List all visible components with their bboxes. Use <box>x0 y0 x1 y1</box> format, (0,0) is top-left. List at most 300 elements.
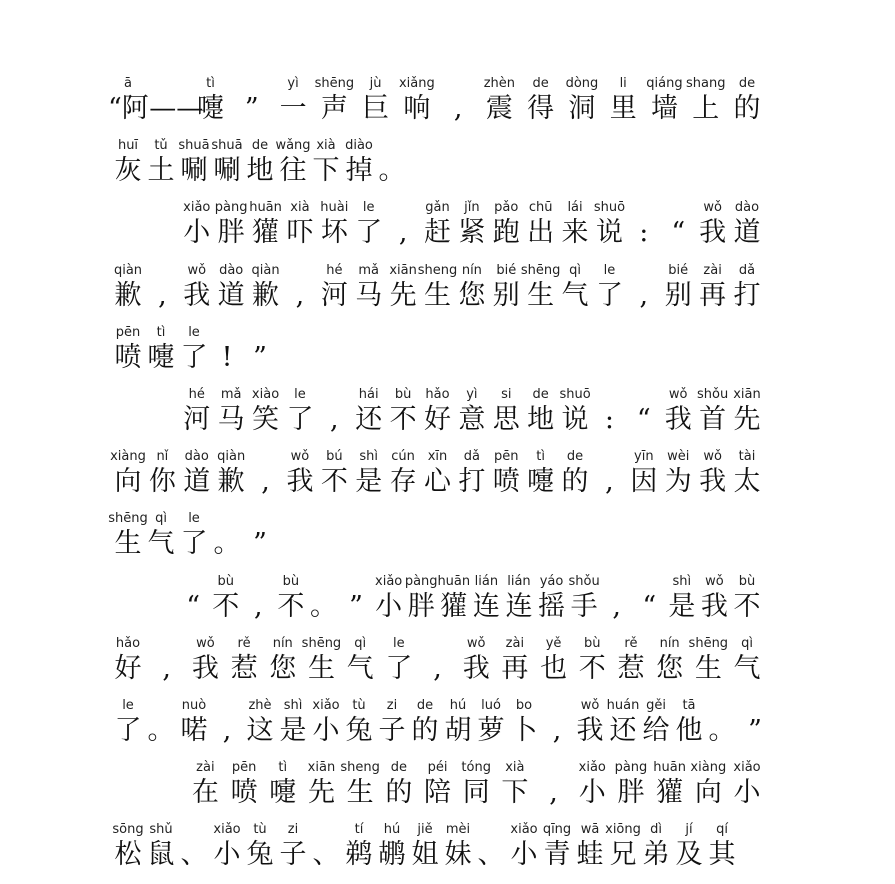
pinyin: qīng <box>542 822 572 838</box>
pinyin: tǔ <box>154 138 168 154</box>
hanzi: 青 <box>543 839 571 871</box>
hanzi: 獾 <box>656 777 684 809</box>
pinyin: bié <box>668 262 689 278</box>
character-unit <box>224 636 264 698</box>
pinyin: jǐn <box>464 200 480 216</box>
punctuation-mark <box>149 76 204 138</box>
pinyin: xià <box>505 760 525 776</box>
hanzi: 生 <box>527 279 555 311</box>
character-unit <box>611 636 651 698</box>
pinyin: diào <box>345 138 373 154</box>
pinyin: qiáng <box>646 76 683 91</box>
hanzi: 心 <box>424 466 451 498</box>
pinyin: hái <box>358 387 379 402</box>
hanzi: 。 <box>708 715 736 746</box>
hanzi: 往 <box>279 155 307 187</box>
character-unit <box>572 636 612 698</box>
hanzi: 连 <box>472 590 500 622</box>
pinyin: qì <box>569 262 581 278</box>
character-unit <box>727 574 767 636</box>
character-unit <box>686 76 726 138</box>
hanzi: , <box>605 466 614 498</box>
pinyin: xiǎo <box>510 822 538 838</box>
hanzi: 连 <box>505 590 533 622</box>
pinyin: nǐ <box>156 449 169 465</box>
pinyin: zi <box>287 822 299 838</box>
character-unit <box>263 636 303 698</box>
pinyin: pēn <box>231 760 257 776</box>
pinyin: wèi <box>667 449 690 465</box>
hanzi: 我 <box>699 466 727 498</box>
hanzi: 卜 <box>510 715 538 746</box>
pinyin: huán <box>606 698 640 713</box>
hanzi: 您 <box>656 652 684 684</box>
character-unit <box>534 636 574 698</box>
hanzi: 了 <box>286 404 314 435</box>
pinyin: xiān <box>389 262 417 278</box>
hanzi: 的 <box>733 93 761 124</box>
hanzi: 陪 <box>424 777 451 809</box>
pinyin: hú <box>383 822 401 838</box>
pinyin: le <box>188 511 200 527</box>
hanzi: 里 <box>609 93 637 124</box>
hanzi: 、 <box>180 839 208 871</box>
character-unit <box>603 76 643 138</box>
hanzi: 气 <box>561 279 589 311</box>
text-line <box>0 138 895 200</box>
hanzi: 小 <box>578 777 606 809</box>
hanzi: 向 <box>114 466 142 498</box>
hanzi: 了 <box>180 528 208 560</box>
pinyin: qiàn <box>217 449 246 465</box>
hanzi: 、 <box>312 839 340 871</box>
character-unit <box>495 636 535 698</box>
hanzi: 及 <box>675 839 703 871</box>
hanzi: 、 <box>477 839 505 871</box>
pinyin: sōng <box>112 822 144 838</box>
hanzi: “ <box>671 217 686 249</box>
pinyin: zi <box>386 698 398 713</box>
hanzi: 道 <box>217 279 245 311</box>
pinyin: xiōng <box>605 822 641 838</box>
hanzi: 獾 <box>252 217 280 249</box>
pinyin: cún <box>391 449 415 465</box>
hanzi: 气 <box>346 652 374 684</box>
pinyin: sheng <box>417 262 458 278</box>
hanzi: 思 <box>492 404 520 435</box>
hanzi: ” <box>244 93 259 124</box>
pinyin: nín <box>272 635 293 651</box>
pinyin: tí <box>354 822 364 838</box>
character-unit <box>572 760 612 822</box>
pinyin: wǒ <box>187 262 207 278</box>
pinyin: tì <box>156 324 166 340</box>
pinyin: shang <box>685 76 726 91</box>
hanzi: 声 <box>320 93 348 124</box>
hanzi: “ <box>642 590 657 622</box>
pinyin: zhèn <box>483 76 516 91</box>
hanzi: 在 <box>191 777 219 809</box>
pinyin: bù <box>282 573 300 589</box>
hanzi: 。 <box>378 155 406 187</box>
hanzi: 您 <box>269 652 297 684</box>
pinyin: huān <box>653 760 686 776</box>
hanzi: 嚏 <box>527 466 555 498</box>
pinyin: xiān <box>733 387 761 402</box>
pinyin: de <box>738 76 756 91</box>
hanzi: , <box>549 777 558 809</box>
pinyin: lái <box>567 200 583 216</box>
pinyin: huān <box>249 200 282 216</box>
pinyin: shēng <box>301 635 342 651</box>
pinyin: qiàn <box>113 262 143 278</box>
pinyin: qì <box>354 635 367 651</box>
hanzi: 坏 <box>320 217 348 249</box>
pinyin: mǎ <box>358 262 380 278</box>
pinyin: pǎo <box>494 200 519 216</box>
hanzi: 是 <box>279 715 307 746</box>
hanzi: 您 <box>458 279 486 311</box>
hanzi: 是 <box>668 590 696 622</box>
hanzi: 震 <box>485 93 513 124</box>
hanzi: , <box>453 93 463 124</box>
text-line <box>0 511 895 573</box>
character-unit <box>456 636 496 698</box>
hanzi: 。 <box>309 590 337 622</box>
pinyin: tóng <box>461 760 491 776</box>
pinyin: shuā <box>178 138 210 154</box>
pinyin: shì <box>283 698 303 713</box>
hanzi: 他 <box>675 715 703 746</box>
pinyin: li <box>619 76 627 91</box>
pinyin: jí <box>685 822 693 838</box>
hanzi: 地 <box>246 155 274 187</box>
pinyin: hǎo <box>425 387 450 402</box>
pinyin: le <box>362 200 375 216</box>
pinyin: zài <box>196 760 215 776</box>
pinyin: wǒ <box>668 387 688 402</box>
hanzi: 意 <box>458 404 486 435</box>
character-unit <box>479 76 519 138</box>
hanzi: 鹈 <box>345 839 373 871</box>
pinyin: nín <box>461 262 482 278</box>
pinyin: bié <box>496 262 517 278</box>
hanzi: 了 <box>385 652 413 684</box>
hanzi: 说 <box>595 217 623 249</box>
pinyin: qiàn <box>251 262 280 278</box>
hanzi: 好 <box>114 652 142 684</box>
hanzi: 先 <box>307 777 335 809</box>
hanzi: 说 <box>561 404 589 435</box>
hanzi: 同 <box>462 777 490 809</box>
pinyin: dǎ <box>463 449 480 465</box>
pinyin: lián <box>474 573 499 589</box>
hanzi: 也 <box>540 652 568 684</box>
hanzi: 道 <box>733 217 761 249</box>
hanzi: 我 <box>462 652 490 684</box>
pinyin: xiǎo <box>213 822 241 838</box>
punctuation-mark <box>147 636 187 698</box>
character-unit <box>727 636 767 698</box>
hanzi: 歉 <box>217 466 245 498</box>
pinyin: xīn <box>427 449 448 465</box>
pinyin: luó <box>481 698 501 713</box>
hanzi: 先 <box>733 404 761 435</box>
pinyin: shēng <box>108 511 148 527</box>
hanzi: 的 <box>561 466 589 498</box>
pinyin: de <box>532 76 549 91</box>
hanzi: 。 <box>147 715 175 746</box>
character-unit <box>562 76 602 138</box>
pinyin: shuā <box>211 138 243 154</box>
hanzi: 巨 <box>362 93 390 124</box>
hanzi: 手 <box>570 590 598 622</box>
hanzi: 子 <box>378 715 406 746</box>
text-line <box>0 263 895 325</box>
pinyin: xiàng <box>690 760 727 776</box>
indent-space <box>108 760 148 822</box>
hanzi: 嚏 <box>147 341 175 373</box>
hanzi: ” <box>253 341 267 373</box>
pinyin: bo <box>515 698 533 713</box>
pinyin: de <box>566 449 584 465</box>
pinyin: jù <box>369 76 382 91</box>
hanzi: 惹 <box>230 652 258 684</box>
punctuation-mark <box>372 138 412 200</box>
pinyin: de <box>390 760 407 776</box>
character-unit <box>379 760 419 822</box>
hanzi: 来 <box>561 217 589 249</box>
hanzi: ” <box>748 715 762 746</box>
pinyin: hǎo <box>115 635 141 651</box>
hanzi: 唰 <box>180 155 208 187</box>
hanzi: 我 <box>576 715 604 746</box>
hanzi: 太 <box>733 466 761 498</box>
pinyin: wǒ <box>703 449 722 465</box>
hanzi: 紧 <box>458 217 486 249</box>
hanzi: 土 <box>147 155 175 187</box>
hanzi: 獾 <box>440 590 468 622</box>
character-unit <box>727 449 767 511</box>
hanzi: 兔 <box>246 839 274 871</box>
pinyin: shuō <box>593 200 626 216</box>
hanzi: 再 <box>699 279 727 311</box>
hanzi: 还 <box>609 715 637 746</box>
hanzi: 别 <box>492 279 520 311</box>
hanzi: , <box>162 652 171 684</box>
hanzi: 小 <box>375 590 403 622</box>
pinyin: wǒ <box>580 698 600 713</box>
hanzi: 好 <box>424 404 451 435</box>
pinyin: xiǎng <box>398 76 435 91</box>
pinyin: wǎng <box>275 138 311 154</box>
hanzi: 其 <box>708 839 736 871</box>
pinyin: pēn <box>494 449 519 465</box>
pinyin: huī <box>117 138 139 154</box>
pinyin: huài <box>320 200 349 216</box>
hanzi: 是 <box>355 466 383 498</box>
pinyin: hé <box>326 262 343 278</box>
hanzi: 首 <box>699 404 727 435</box>
pinyin: bù <box>584 635 601 651</box>
hanzi: 我 <box>700 590 728 622</box>
character-unit <box>688 760 728 822</box>
hanzi: 嚏 <box>197 93 225 124</box>
hanzi: “阿 <box>108 93 149 124</box>
character-unit <box>301 636 341 698</box>
pinyin: wǒ <box>703 200 722 216</box>
hanzi: 小 <box>213 839 241 871</box>
pinyin: shǔ <box>149 822 173 838</box>
text-line <box>0 325 895 387</box>
hanzi: , <box>254 590 263 622</box>
character-unit <box>185 760 225 822</box>
pinyin: dào <box>184 449 209 465</box>
punctuation-mark <box>418 636 458 698</box>
character-unit <box>688 636 728 698</box>
hanzi: 不 <box>320 466 348 498</box>
hanzi: 喷 <box>492 466 520 498</box>
pinyin: xiǎo <box>375 573 403 589</box>
character-unit <box>273 76 313 138</box>
hanzi: 不 <box>389 404 417 435</box>
text-line <box>0 387 895 449</box>
pinyin: nuò <box>181 698 207 713</box>
pinyin: dào <box>734 200 760 216</box>
pinyin: tù <box>253 822 267 838</box>
hanzi: 子 <box>279 839 307 871</box>
text-line <box>0 200 895 262</box>
hanzi: 上 <box>692 93 720 124</box>
pinyin: shì <box>672 573 692 589</box>
indent-space <box>147 760 187 822</box>
hanzi: 小 <box>733 777 761 809</box>
pinyin: huān <box>437 573 471 589</box>
pinyin: tài <box>738 449 756 465</box>
hanzi: 不 <box>578 652 606 684</box>
hanzi: 了 <box>595 279 623 311</box>
pinyin: hé <box>188 387 205 402</box>
pinyin: bú <box>326 449 343 465</box>
pinyin: ā <box>124 76 132 91</box>
hanzi: 我 <box>191 652 219 684</box>
pinyin: yì <box>287 76 299 91</box>
hanzi: 打 <box>458 466 486 498</box>
pinyin: xiǎo <box>578 760 606 776</box>
punctuation-mark <box>240 511 280 573</box>
hanzi: 生 <box>694 652 722 684</box>
character-unit <box>263 760 303 822</box>
hanzi: 萝 <box>477 715 505 746</box>
character-unit <box>456 760 496 822</box>
punctuation-mark <box>232 76 272 138</box>
pinyin: le <box>122 698 134 713</box>
hanzi: : <box>604 404 614 435</box>
hanzi: 我 <box>286 466 314 498</box>
hanzi: 为 <box>664 466 692 498</box>
hanzi: 兔 <box>345 715 373 746</box>
pinyin: tì <box>206 76 215 91</box>
pinyin: de <box>416 698 434 713</box>
character-unit <box>495 760 535 822</box>
pinyin: dì <box>650 822 662 838</box>
hanzi: 道 <box>183 466 211 498</box>
hanzi: 唰 <box>213 155 241 187</box>
hanzi: 再 <box>501 652 529 684</box>
hanzi: 妹 <box>444 839 472 871</box>
pinyin: xiào <box>251 387 280 402</box>
pinyin: shēng <box>520 262 561 278</box>
hanzi: , <box>398 217 408 249</box>
hanzi: 胡 <box>444 715 472 746</box>
hanzi: 胖 <box>407 590 435 622</box>
hanzi: 气 <box>147 528 175 560</box>
character-unit <box>191 76 231 138</box>
pinyin: chū <box>528 200 553 216</box>
pinyin: yě <box>545 635 562 651</box>
pinyin: sheng <box>340 760 380 776</box>
hanzi: —— <box>149 93 204 124</box>
character-unit <box>340 636 380 698</box>
character-unit <box>108 636 148 698</box>
pinyin: le <box>294 387 306 402</box>
character-unit <box>644 76 684 138</box>
pinyin: pēn <box>115 324 141 340</box>
pinyin: le <box>603 262 616 278</box>
pinyin: wǒ <box>466 635 486 651</box>
pinyin: le <box>393 635 405 651</box>
hanzi: 喏 <box>180 715 208 746</box>
pinyin: nín <box>659 635 680 651</box>
hanzi: 蛙 <box>576 839 604 871</box>
pinyin: tù <box>352 698 366 713</box>
hanzi: 小 <box>183 217 211 249</box>
hanzi: 墙 <box>650 93 678 124</box>
pinyin: shēng <box>314 76 355 91</box>
hanzi: 鼠 <box>147 839 175 871</box>
hanzi: 摇 <box>538 590 566 622</box>
hanzi: , <box>158 279 167 311</box>
hanzi: 出 <box>527 217 555 249</box>
hanzi: , <box>612 590 621 622</box>
pinyin: dào <box>219 262 244 278</box>
hanzi: ” <box>253 528 267 560</box>
hanzi: 惹 <box>617 652 645 684</box>
hanzi: 赶 <box>424 217 451 249</box>
pinyin: de <box>251 138 269 154</box>
hanzi: 我 <box>664 404 692 435</box>
character-unit <box>727 760 767 822</box>
pinyin: wā <box>580 822 600 838</box>
pinyin: tì <box>278 760 288 776</box>
hanzi: 了 <box>114 715 142 746</box>
pinyin: tā <box>682 698 696 713</box>
hanzi: 马 <box>217 404 245 435</box>
hanzi: 你 <box>148 466 176 498</box>
pinyin: shuō <box>559 387 591 402</box>
hanzi: , <box>330 404 339 435</box>
hanzi: 生 <box>114 528 142 560</box>
hanzi: 不 <box>733 590 761 622</box>
pinyin: dǎ <box>738 262 756 278</box>
hanzi: 响 <box>403 93 431 124</box>
character-unit <box>727 263 767 325</box>
hanzi: “ <box>636 404 651 435</box>
pinyin: lián <box>507 573 531 589</box>
hanzi: 小 <box>312 715 340 746</box>
pinyin: tì <box>536 449 546 465</box>
hanzi: 姐 <box>411 839 439 871</box>
